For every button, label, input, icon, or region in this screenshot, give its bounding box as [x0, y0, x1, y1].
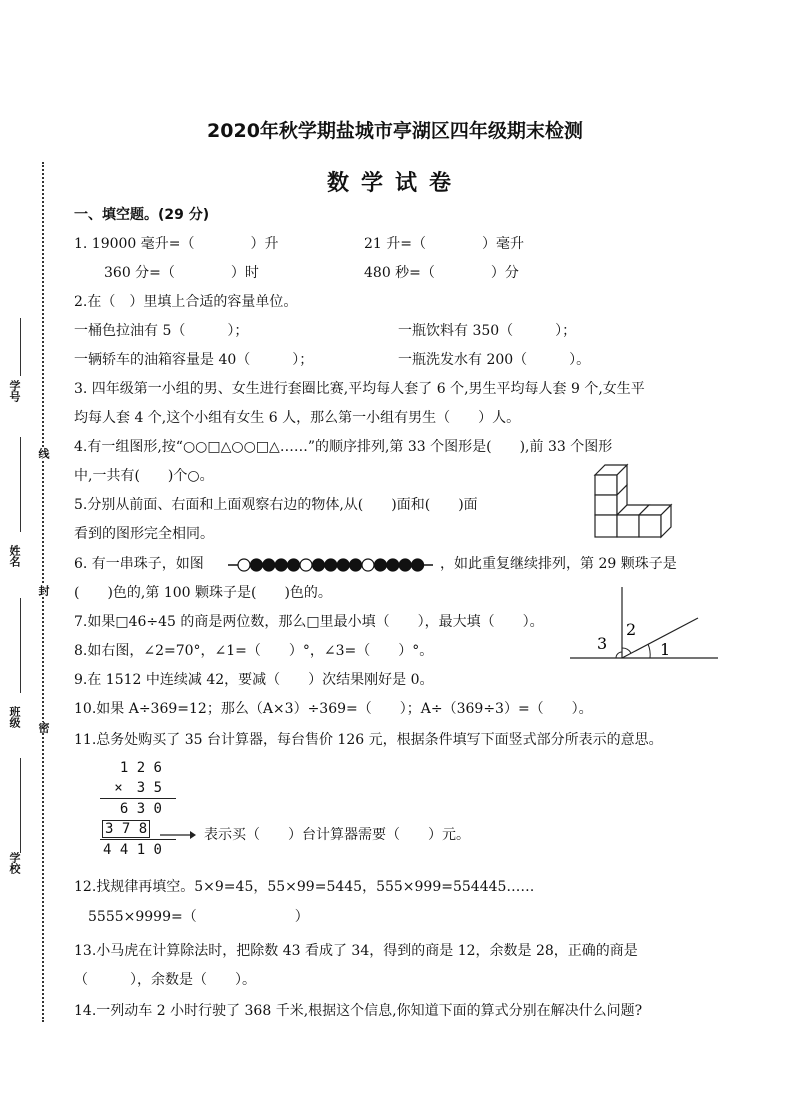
q1-part-c: 360 分=（ ）时	[104, 265, 259, 281]
name-label: 姓名	[8, 545, 21, 567]
q9-text: 9.在 1512 中连续减 42，要减（ ）次结果刚好是 0。	[74, 672, 434, 688]
bead-black	[263, 559, 275, 571]
q2-part-d: 一瓶洗发水有 200（ ）。	[398, 352, 591, 368]
bead-black	[288, 559, 300, 571]
q6-line-2: ( )色的,第 100 颗珠子是( )色的。	[74, 585, 332, 601]
q5-line-1: 5.分别从前面、右面和上面观察右边的物体,从( )面和( )面	[74, 497, 478, 513]
bead-black	[412, 559, 424, 571]
class-label: 班级	[8, 706, 21, 728]
q4-line-1: 4.有一组图形,按“○○□△○○□△……”的顺序排列,第 33 个图形是( ),前 33 个图形	[74, 439, 613, 455]
bead-black	[312, 559, 324, 571]
angle-figure	[568, 585, 718, 675]
q2-part-a: 一桶色拉油有 5（ ）；	[74, 323, 249, 339]
class-underline	[20, 598, 21, 693]
seal-mark-line: 线	[37, 448, 50, 459]
name-underline	[20, 437, 21, 532]
bead-black	[325, 559, 337, 571]
q6-line-1-end: ，如此重复继续排列，第 29 颗珠子是	[440, 556, 677, 572]
q1-part-a: 1. 19000 毫升=（ ）升	[74, 236, 279, 252]
q4-line-2: 中,一共有( )个○。	[74, 468, 214, 484]
student-id-underline	[20, 318, 21, 376]
q5-line-2: 看到的图形完全相同。	[74, 526, 214, 542]
bead-black	[250, 559, 262, 571]
q2-part-b: 一瓶饮料有 350（ ）；	[398, 323, 577, 339]
school-underline	[20, 758, 21, 853]
exam-title: 2020年秋学期盐城市亭湖区四年级期末检测	[207, 120, 583, 142]
bead-black	[399, 559, 411, 571]
q2-part-c: 一辆轿车的油箱容量是 40（ ）；	[74, 352, 314, 368]
q11-text: 11.总务处购买了 35 台计算器，每台售价 126 元，根据条件填写下面竖式部分所表示的意思。	[74, 732, 663, 748]
q10-text: 10.如果 A÷369=12；那么（A×3）÷369=（ ）；A÷（369÷3）=（ ）。	[74, 701, 593, 717]
q13-line-2: （ ），余数是（ ）。	[74, 972, 256, 988]
bead-black	[275, 559, 287, 571]
bead-black	[387, 559, 399, 571]
bead-black	[374, 559, 386, 571]
bead-white	[300, 559, 312, 571]
bead-black	[337, 559, 349, 571]
calc-row-1: 1 2 6	[119, 760, 162, 776]
q6-line-1-start: 6. 有一串珠子，如图	[74, 556, 204, 572]
q11-explain: 表示买（ ）台计算器需要（ ）元。	[204, 827, 470, 843]
q1-part-d: 480 秒=（ ）分	[364, 265, 519, 281]
calc-row-5: 4 4 1 0	[100, 839, 176, 860]
q12-line-1: 12.找规律再填空。5×9=45，55×99=5445，555×999=554445……	[74, 879, 535, 895]
section-1-heading: 一、填空题。(29 分)	[74, 207, 210, 223]
bead-white	[362, 559, 374, 571]
bead-white	[238, 559, 250, 571]
seal-mark-secret: 密	[37, 722, 50, 733]
q1-part-b: 21 升=（ ）毫升	[364, 236, 524, 252]
q3-line-1: 3. 四年级第一小组的男、女生进行套圈比赛,平均每人套了 6 个,男生平均每人套 9 个,女生平	[74, 381, 645, 397]
angle-3-label: 3	[597, 634, 608, 653]
vertical-calculation	[100, 758, 176, 860]
school-label: 学校	[8, 852, 21, 874]
seal-mark-seal: 封	[37, 585, 50, 596]
q12-line-2: 5555×9999=（ ）	[88, 909, 309, 925]
student-id-label: 学号	[8, 380, 21, 402]
arrow-icon	[160, 829, 196, 841]
q3-line-2: 均每人套 4 个,这个小组有女生 6 人，那么第一小组有男生（ ）人。	[74, 410, 521, 426]
q7-text: 7.如果□46÷45 的商是两位数，那么□里最小填（ ），最大填（ ）。	[74, 614, 544, 630]
q8-text: 8.如右图，∠2=70°，∠1=（ ）°，∠3=（ ）°。	[74, 643, 434, 659]
bead-string-figure	[228, 556, 438, 574]
exam-subtitle: 数学试卷	[326, 171, 463, 196]
calc-row-4: 3 7 8	[102, 820, 150, 838]
cube-stack-figure	[590, 460, 680, 550]
q13-line-1: 13.小马虎在计算除法时，把除数 43 看成了 34，得到的商是 12，余数是 28，正确的商是	[74, 943, 638, 959]
angle-1-label: 1	[660, 640, 671, 659]
q14-text: 14.一列动车 2 小时行驶了 368 千米,根据这个信息,你知道下面的算式分别在解决什么问题?	[74, 1003, 643, 1019]
calc-row-3: 6 3 0	[119, 801, 162, 817]
angle-2-label: 2	[626, 620, 637, 639]
q2-stem: 2.在（ ）里填上合适的容量单位。	[74, 294, 298, 310]
bead-black	[350, 559, 362, 571]
calc-row-2: × 3 5	[100, 778, 176, 799]
